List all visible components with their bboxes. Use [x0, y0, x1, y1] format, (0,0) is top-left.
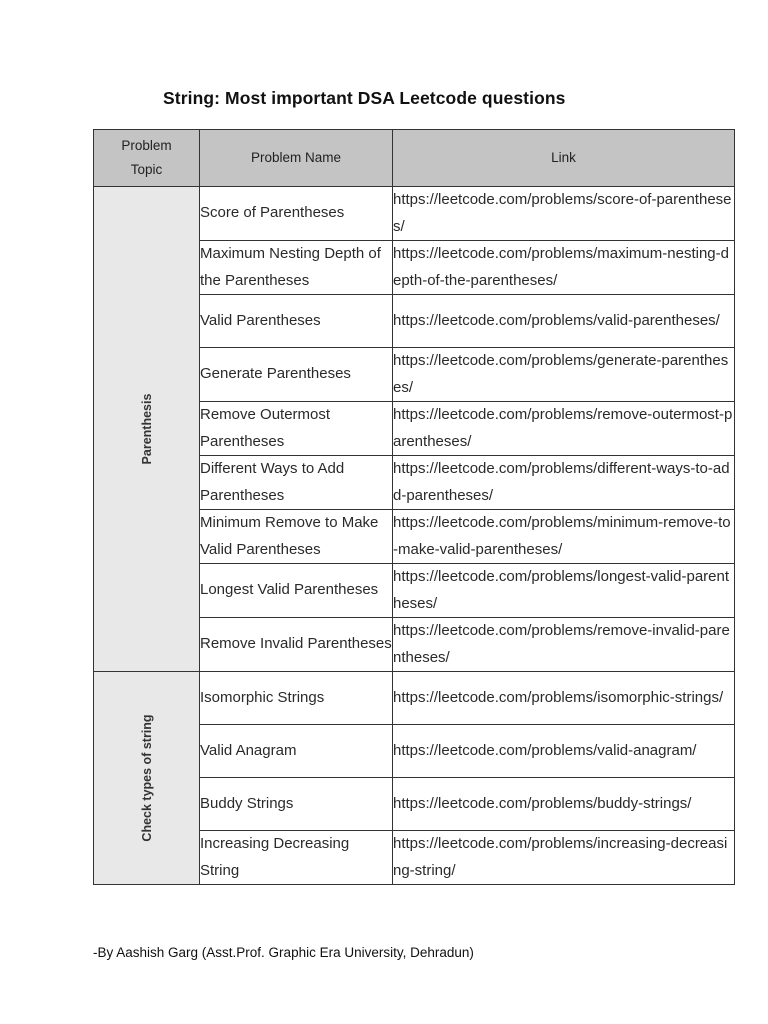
problem-name-cell: Remove Invalid Parentheses: [200, 618, 393, 672]
problem-link[interactable]: https://leetcode.com/problems/generate-parentheses/: [393, 348, 735, 402]
header-problem-topic: Problem Topic: [94, 130, 200, 187]
problem-link[interactable]: https://leetcode.com/problems/remove-outermost-parentheses/: [393, 402, 735, 456]
problem-name-cell: Minimum Remove to Make Valid Parentheses: [200, 510, 393, 564]
problem-link[interactable]: https://leetcode.com/problems/isomorphic-strings/: [393, 672, 735, 725]
problem-name-cell: Valid Parentheses: [200, 295, 393, 348]
problem-name-cell: Maximum Nesting Depth of the Parentheses: [200, 241, 393, 295]
problem-link[interactable]: https://leetcode.com/problems/score-of-parentheses/: [393, 187, 735, 241]
problem-link[interactable]: https://leetcode.com/problems/valid-parentheses/: [393, 295, 735, 348]
problem-link[interactable]: https://leetcode.com/problems/buddy-strings/: [393, 778, 735, 831]
problem-link[interactable]: https://leetcode.com/problems/different-ways-to-add-parentheses/: [393, 456, 735, 510]
problem-link[interactable]: https://leetcode.com/problems/minimum-remove-to-make-valid-parentheses/: [393, 510, 735, 564]
problem-name-cell: Valid Anagram: [200, 725, 393, 778]
problem-link[interactable]: https://leetcode.com/problems/maximum-nesting-depth-of-the-parentheses/: [393, 241, 735, 295]
table-row: [94, 187, 735, 241]
topic-label: Parenthesis: [139, 393, 154, 465]
problem-name-cell: Longest Valid Parentheses: [200, 564, 393, 618]
problem-link[interactable]: https://leetcode.com/problems/increasing-decreasing-string/: [393, 831, 735, 885]
page-title: String: Most important DSA Leetcode questions: [163, 88, 566, 108]
table-header-row: [94, 130, 735, 187]
problem-name-cell: Remove Outermost Parentheses: [200, 402, 393, 456]
problem-name-cell: Score of Parentheses: [200, 187, 393, 241]
problem-link[interactable]: https://leetcode.com/problems/remove-invalid-parentheses/: [393, 618, 735, 672]
topic-cell: [94, 187, 200, 672]
table-row: [94, 672, 735, 725]
problem-name-cell: Isomorphic Strings: [200, 672, 393, 725]
header-problem-name: Problem Name: [200, 130, 393, 187]
problem-name-cell: Increasing Decreasing String: [200, 831, 393, 885]
author-credit: -By Aashish Garg (Asst.Prof. Graphic Era University, Dehradun): [93, 945, 474, 960]
problem-name-cell: Different Ways to Add Parentheses: [200, 456, 393, 510]
problem-link[interactable]: https://leetcode.com/problems/valid-anagram/: [393, 725, 735, 778]
problem-name-cell: Buddy Strings: [200, 778, 393, 831]
header-link: Link: [393, 130, 735, 187]
topic-cell: [94, 672, 200, 885]
table-body: [94, 187, 735, 885]
topic-label: Check types of string: [139, 714, 154, 842]
problem-link[interactable]: https://leetcode.com/problems/longest-valid-parentheses/: [393, 564, 735, 618]
problem-name-cell: Generate Parentheses: [200, 348, 393, 402]
problems-table: [93, 129, 735, 885]
